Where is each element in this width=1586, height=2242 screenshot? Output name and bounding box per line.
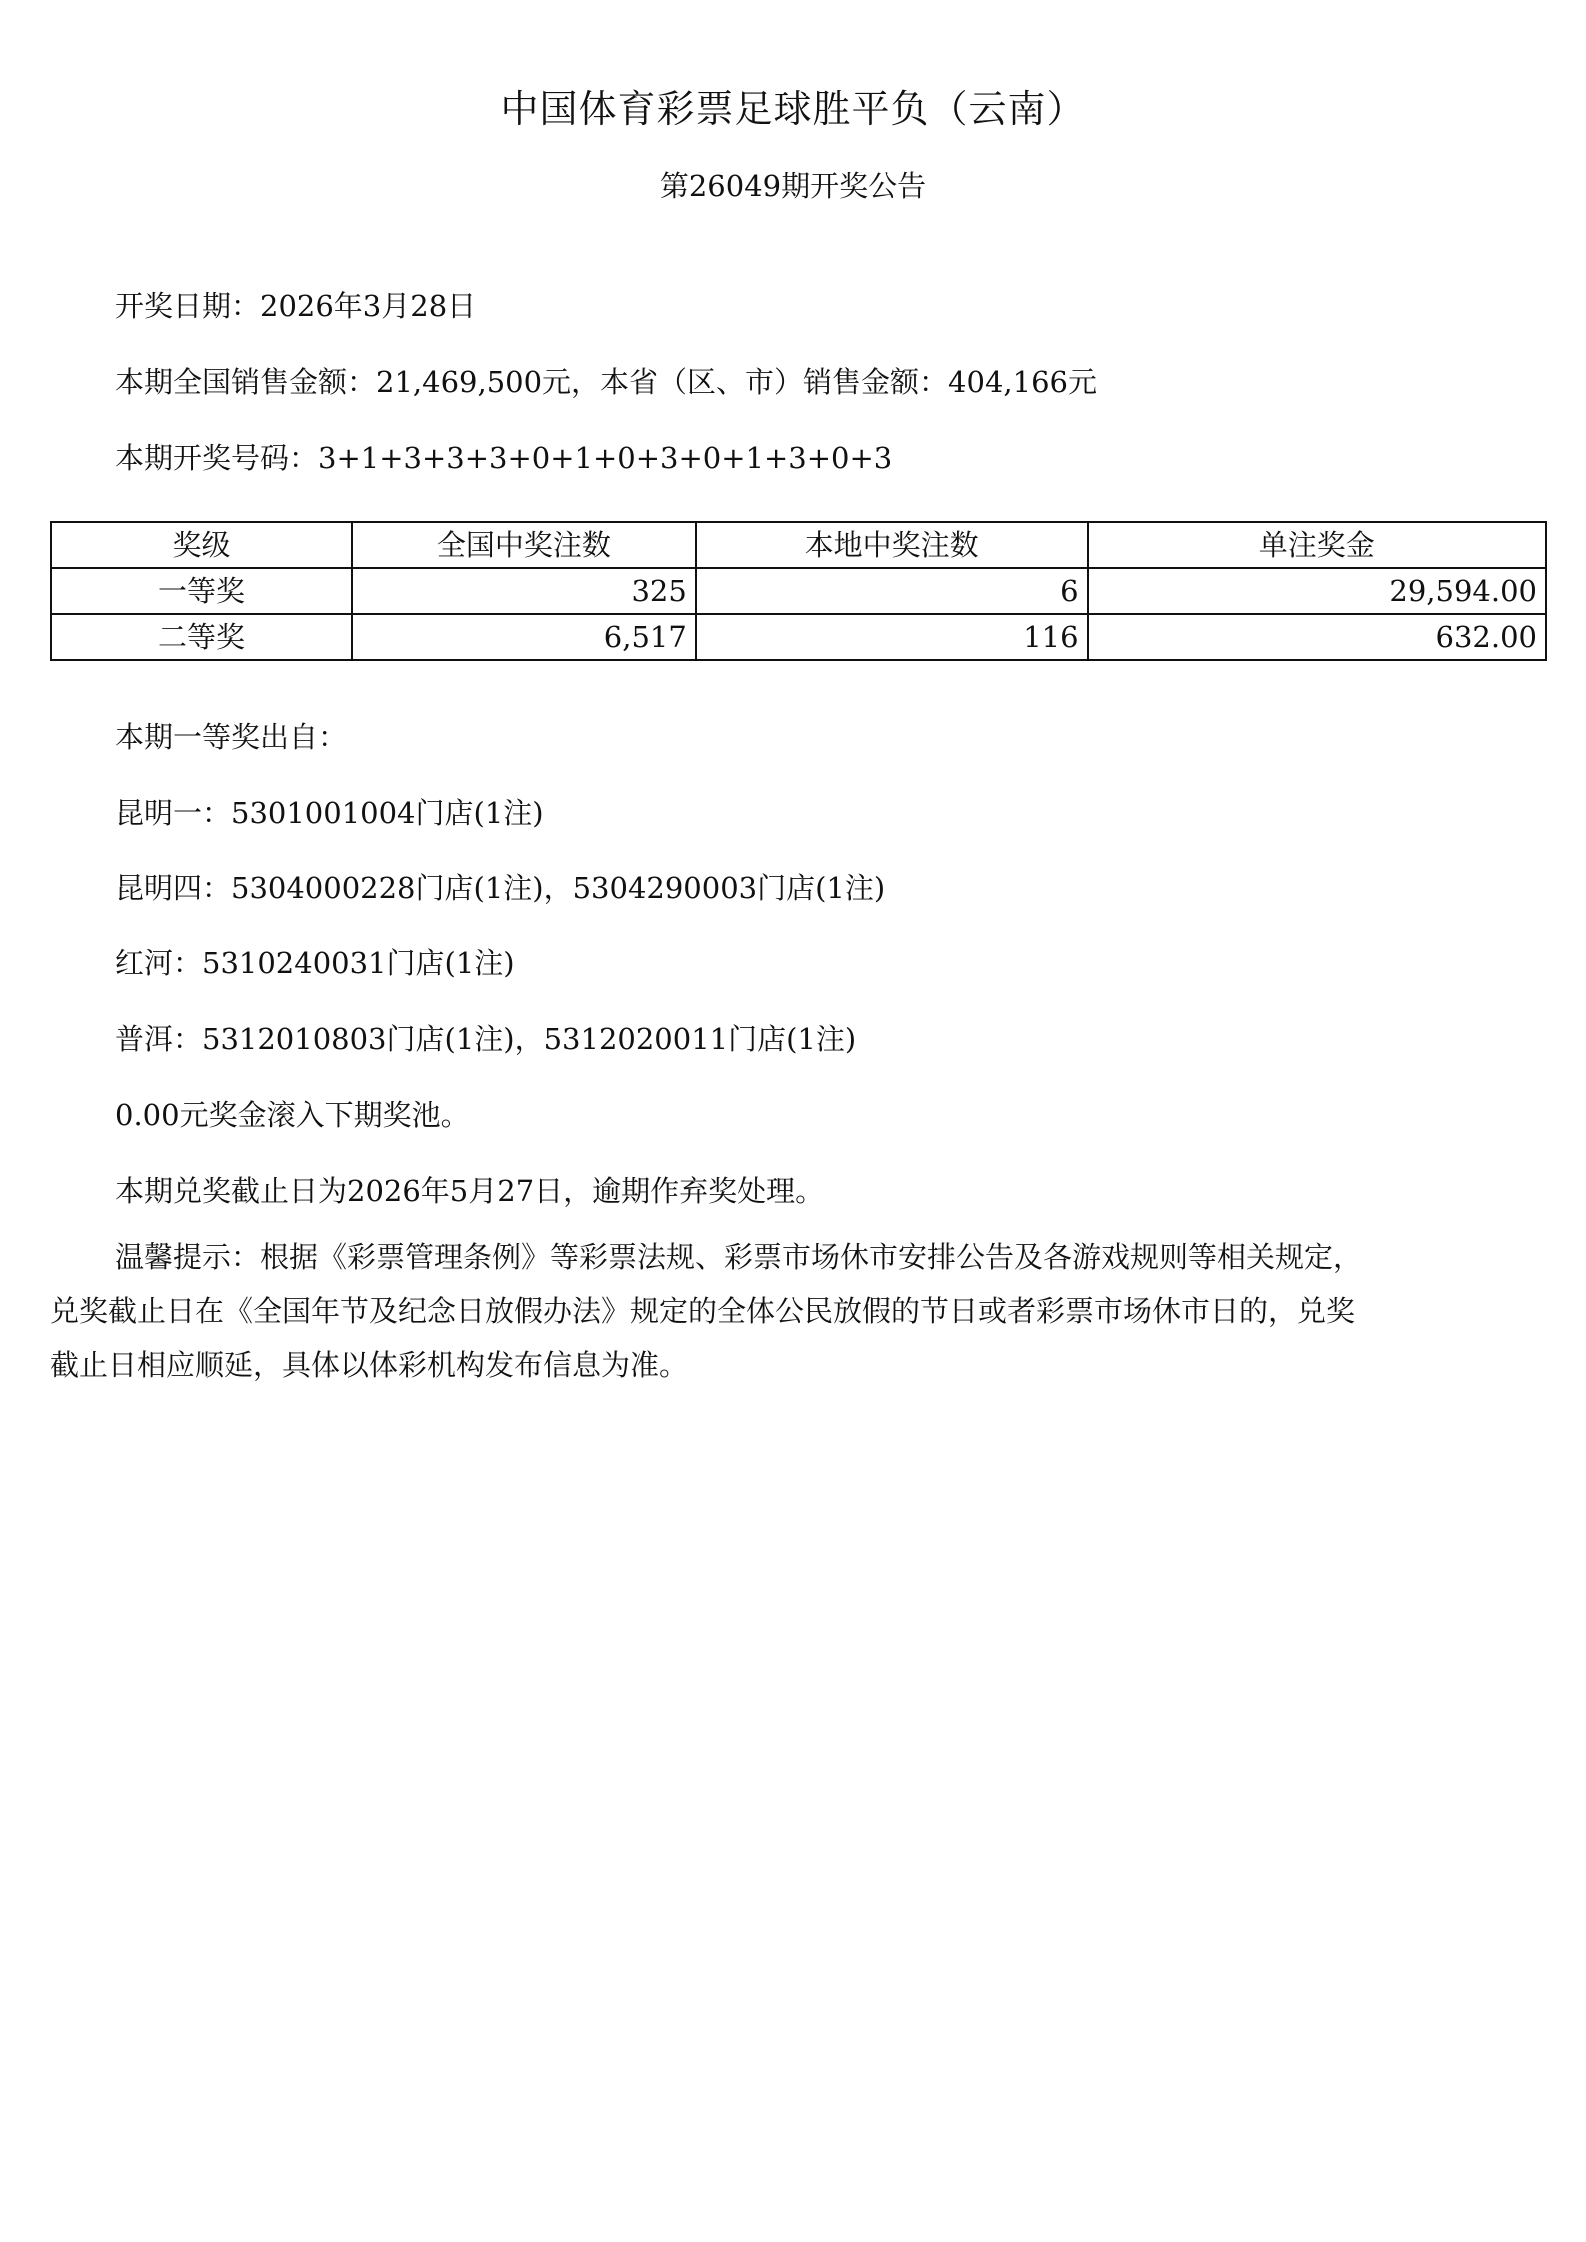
prize-per-bet: 632.00 bbox=[1088, 614, 1546, 660]
winner-region: 昆明一：5301001004门店(1注) bbox=[115, 796, 544, 830]
local-winners: 116 bbox=[696, 614, 1088, 660]
header-local-winners: 本地中奖注数 bbox=[696, 522, 1088, 568]
reminder-paragraph bbox=[50, 1230, 1550, 1392]
header-prize-level: 奖级 bbox=[51, 522, 352, 568]
prize-per-bet: 29,594.00 bbox=[1088, 568, 1546, 614]
reminder-line: 截止日相应顺延，具体以体彩机构发布信息为准。 bbox=[50, 1348, 689, 1382]
national-winners: 325 bbox=[352, 568, 696, 614]
table-row bbox=[51, 614, 1546, 660]
table-row bbox=[51, 568, 1546, 614]
header-prize-per-bet: 单注奖金 bbox=[1088, 522, 1546, 568]
page-title: 中国体育彩票足球胜平负（云南） bbox=[500, 87, 1086, 131]
draw-date: 开奖日期：2026年3月28日 bbox=[115, 289, 477, 323]
sales-amount: 本期全国销售金额：21,469,500元，本省（区、市）销售金额：404,166元 bbox=[115, 365, 1097, 399]
prize-level: 一等奖 bbox=[51, 568, 352, 614]
first-prize-origin-heading: 本期一等奖出自： bbox=[115, 720, 348, 754]
winner-region: 普洱：5312010803门店(1注)，5312020011门店(1注) bbox=[115, 1022, 857, 1056]
deadline-note: 本期兑奖截止日为2026年5月27日，逾期作弃奖处理。 bbox=[115, 1174, 825, 1208]
prize-level: 二等奖 bbox=[51, 614, 352, 660]
rollover-note: 0.00元奖金滚入下期奖池。 bbox=[115, 1098, 470, 1132]
prize-table bbox=[50, 521, 1547, 661]
winner-region: 昆明四：5304000228门店(1注)，5304290003门店(1注) bbox=[115, 871, 886, 905]
winning-numbers: 本期开奖号码：3+1+3+3+3+0+1+0+3+0+1+3+0+3 bbox=[115, 441, 893, 475]
winner-region: 红河：5310240031门店(1注) bbox=[115, 946, 515, 980]
reminder-line: 温馨提示：根据《彩票管理条例》等彩票法规、彩票市场休市安排公告及各游戏规则等相关规定， bbox=[115, 1240, 1363, 1274]
header-national-winners: 全国中奖注数 bbox=[352, 522, 696, 568]
national-winners: 6,517 bbox=[352, 614, 696, 660]
issue-subtitle: 第26049期开奖公告 bbox=[659, 169, 927, 203]
local-winners: 6 bbox=[696, 568, 1088, 614]
reminder-line: 兑奖截止日在《全国年节及纪念日放假办法》规定的全体公民放假的节日或者彩票市场休市日的，兑奖 bbox=[50, 1294, 1356, 1328]
table-header-row bbox=[51, 522, 1546, 568]
